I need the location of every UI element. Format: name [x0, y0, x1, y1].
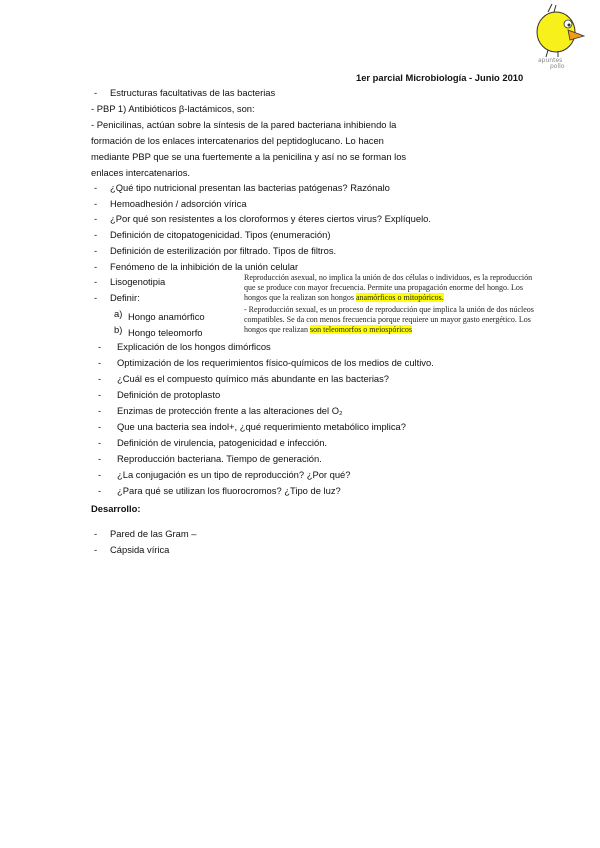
- penicilin-line: enlaces intercatenarios.: [91, 167, 191, 178]
- question-item: ¿Qué tipo nutricional presentan las bacterias patógenas? Razónalo: [110, 182, 390, 193]
- bullet: -: [98, 421, 102, 432]
- penicilin-line: - Penicilinas, actúan sobre la síntesis de la pared bacteriana inhibiendo la: [91, 119, 397, 130]
- bullet: -: [94, 182, 98, 193]
- penicilin-line: mediante PBP que se una fuertemente a la penicilina y así no se forman los: [91, 151, 407, 162]
- bullet: -: [94, 291, 98, 303]
- annotation-box: [244, 273, 544, 337]
- bullet: -: [94, 87, 98, 98]
- chick-logo: [528, 2, 590, 70]
- annotation-sexual: [244, 305, 544, 335]
- bullet: -: [98, 437, 102, 448]
- question-item: Definición de protoplasto: [117, 389, 221, 400]
- question-item: Optimización de los requerimientos físico-químicos de los medios de cultivo.: [117, 357, 434, 368]
- item-pbp: - PBP 1) Antibióticos β-lactámicos, son:: [91, 103, 255, 114]
- question-item: ¿Cuál es el compuesto químico más abundante en las bacterias?: [117, 373, 390, 384]
- question-item: Definición de virulencia, patogenicidad e infección.: [117, 437, 328, 448]
- sub-item: Hongo anamórfico: [128, 311, 205, 322]
- question-item: Fenómeno de la inhibición de la unión celular: [110, 260, 299, 272]
- question-item: Hemoadhesión / adsorción vírica: [110, 197, 247, 209]
- desarrollo-item: Cápsida vírica: [110, 544, 170, 555]
- question-item: Definir:: [110, 291, 140, 303]
- svg-text:pollo: pollo: [550, 63, 565, 70]
- bullet: -: [98, 453, 102, 464]
- bullet: -: [98, 405, 102, 416]
- note-text: - Reproducción sexual, es un proceso de reproducción que implica la unión de dos núcleos compatibles. Se da con menos frecuencia porque requiere un mayor gasto energético. Los hongos que realizan: [244, 305, 534, 334]
- question-item: ¿La conjugación es un tipo de reproducción? ¿Por qué?: [117, 469, 351, 480]
- bullet: -: [98, 357, 102, 368]
- bullet: -: [94, 544, 98, 555]
- desarrollo-item: Pared de las Gram –: [110, 528, 197, 539]
- bullet: -: [98, 373, 102, 384]
- bullet: -: [94, 276, 98, 288]
- bullet: -: [98, 389, 102, 400]
- section-heading: Desarrollo:: [91, 503, 141, 514]
- highlight: anamórficos o mitopóricos.: [355, 293, 444, 302]
- question-item: Explicación de los hongos dimórficos: [117, 341, 271, 352]
- penicilin-line: formación de los enlaces intercatenarios del peptidoglucano. Lo hacen: [91, 135, 384, 146]
- bullet: -: [94, 244, 98, 256]
- bullet: -: [98, 341, 102, 352]
- bullet: -: [94, 197, 98, 209]
- note-text: Reproducción asexual, no implica la unión de dos células o individuos, es la reproducción que se produce con mayor frecuencia. Permite una propagación enorme del hongo. Los hongos que la realizan son hongos: [244, 273, 533, 302]
- sub-item: Hongo teleomorfo: [128, 327, 203, 338]
- sub-marker: b): [114, 324, 123, 335]
- document-title: 1er parcial Microbiología - Junio 2010: [356, 72, 524, 83]
- question-item: Reproducción bacteriana. Tiempo de generación.: [117, 453, 322, 464]
- bullet: -: [94, 213, 98, 225]
- bullet: -: [94, 260, 98, 272]
- bullet: -: [98, 485, 102, 496]
- question-item: Definición de esterilización por filtrado. Tipos de filtros.: [110, 244, 337, 256]
- question-item: Que una bacteria sea indol+, ¿qué requerimiento metabólico implica?: [117, 421, 406, 432]
- bullet: -: [98, 469, 102, 480]
- bullet: -: [94, 528, 98, 539]
- svg-text:apuntes: apuntes: [538, 57, 563, 64]
- question-item: Lisogenotipia: [110, 276, 166, 288]
- bullet: -: [94, 229, 98, 241]
- item-structures: Estructuras facultativas de las bacterias: [110, 87, 276, 98]
- sub-marker: a): [114, 308, 123, 319]
- annotation-asexual: [244, 273, 544, 303]
- highlight: son teleomorfos o meiospóricos: [309, 325, 412, 334]
- question-item: Definición de citopatogenicidad. Tipos (enumeración): [110, 229, 331, 241]
- question-item: ¿Para qué se utilizan los fluorocromos? ¿Tipo de luz?: [117, 485, 341, 496]
- question-item: ¿Por qué son resistentes a los cloroformos y éteres ciertos virus? Explíquelo.: [110, 213, 431, 225]
- question-item: Enzimas de protección frente a las alteraciones del O₂: [117, 405, 343, 416]
